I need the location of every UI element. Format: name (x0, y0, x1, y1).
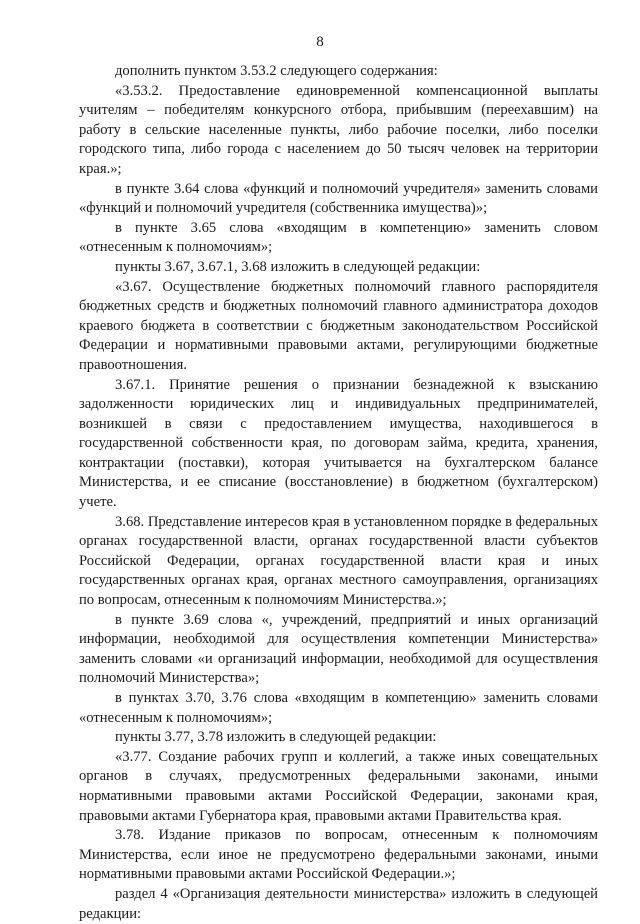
page-number: 8 (316, 34, 324, 50)
document-body (79, 62, 598, 924)
paragraph-3-67: «3.67. Осуществление бюджетных полномочий главного распорядителя бюджетных средств и бюджетных полномочий главного администратора доходов краевого бюджета в соответствии с бюджетным законодательством Российской Федерации и нормативными правовыми актами, регулирующими бюджетные правоотношения. (79, 278, 598, 373)
paragraph-3-70-3-76: в пунктах 3.70, 3.76 слова «входящим в компетенцию» заменить словами «отнесенным к полномочиям»; (79, 690, 598, 726)
paragraph-3-78: 3.78. Издание приказов по вопросам, отнесенным к полномочиям Министерства, если иное не предусмотрено федеральными законами, иными нормативными правовыми актами Российской Федерации.»; (79, 827, 598, 883)
paragraph-3-65: в пункте 3.65 слова «входящим в компетенцию» заменить словом «отнесенным к полномочиям»; (79, 219, 598, 256)
paragraph-section-4: раздел 4 «Организация деятельности министерства» изложить в следующей редакции: (79, 885, 598, 922)
paragraph-3-77: «3.77. Создание рабочих групп и коллегий, а также иных совещательных органов в случаях, предусмотренных федеральными законами, иными нормативными правовыми актами Российской Федерации, законами края, правовыми актами Губернатора края, правовыми актами Правительства края. (79, 748, 598, 824)
paragraph-intro-3-53-2: дополнить пунктом 3.53.2 следующего содержания: (115, 63, 438, 79)
paragraph-3-67-1: 3.67.1. Принятие решения о признании безнадежной к взысканию задолженности юридических лиц и индивидуальных предпринимателей, возникшей в связи с предоставлением имущества, находившегося в государственной собственности края, по договорам займа, кредита, хранения, контрактации (поставки), которая учитывается на бухгалтерском балансе Министерства, и ее списание (восстановление) в бюджетном (бухгалтерском) учете. (79, 376, 598, 511)
paragraph-intro-3-67: пункты 3.67, 3.67.1, 3.68 изложить в следующей редакции: (115, 258, 481, 275)
paragraph-3-68: 3.68. Представление интересов края в установленном порядке в федеральных органах государственной власти, органах государственной власти субъектов Российской Федерации, органах государственной власти края и иных государственных органах края, органах местного самоуправления, организациях по вопросам, отнесенным к полномочиям Министерства.»; (79, 513, 599, 609)
paragraph-3-69: в пункте 3.69 слова «, учреждений, предприятий и иных организаций информации, необходимой для осуществления компетенции Министерства» заменить словами «и организаций информации, необходимой для осуществления полномочий Министерства»; (79, 611, 598, 687)
paragraph-3-64: в пункте 3.64 слова «функций и полномочий учредителя» заменить словами «функций и полномочий учредителя (собственника имущества)»; (79, 180, 598, 217)
paragraph-3-53-2: «3.53.2. Предоставление единовременной компенсационной выплаты учителям – победителям конкурсного отбора, прибывшим (переехавшим) на работу в сельские населенные пункты, либо рабочие поселки, либо поселки городского типа, либо города с населением до 50 тысяч человек на территории края.»; (79, 82, 598, 177)
paragraph-intro-3-77: пункты 3.77, 3.78 изложить в следующей редакции: (115, 729, 437, 746)
